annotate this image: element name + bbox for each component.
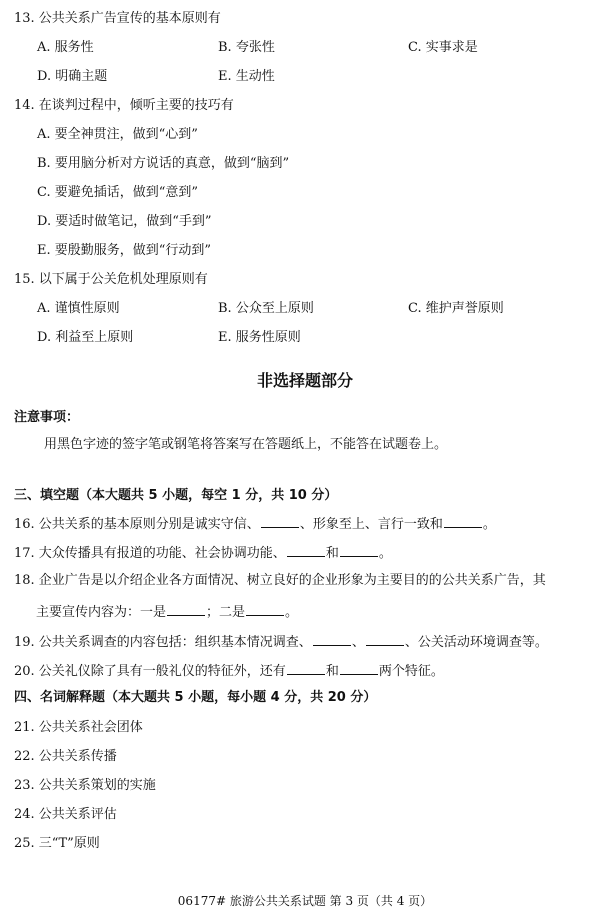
q16-blank-2 [444, 514, 482, 528]
q17-text-a: 17. 大众传播具有报道的功能、社会协调功能、 [14, 546, 286, 561]
q24-term: 24. 公共关系评估 [14, 807, 117, 822]
q15-option-d: D. 利益至上原则 [37, 330, 134, 345]
q16-text-b: 、形象至上、言行一致和 [299, 517, 443, 532]
q17-blank-1 [287, 543, 325, 557]
q18-text-c: 。 [285, 605, 299, 620]
section3-heading: 三、填空题（本大题共 5 小题，每空 1 分，共 10 分） [14, 488, 338, 503]
page-footer: 06177# 旅游公共关系试题 第 3 页（共 4 页） [177, 894, 433, 908]
q14-option-b: B. 要用脑分析对方说话的真意，做到“脑到” [37, 156, 290, 171]
q14-option-d: D. 要适时做笔记，做到“手到” [37, 214, 212, 229]
q19-text-b: 、 [351, 635, 365, 650]
q13-option-d: D. 明确主题 [37, 69, 108, 84]
q16-blank-1 [261, 514, 299, 528]
q16-text-a: 16. 公共关系的基本原则分别是诚实守信、 [14, 517, 260, 532]
q13-option-a: A. 服务性 [37, 40, 94, 55]
nonchoice-section-title: 非选择题部分 [256, 371, 353, 390]
q20-text-b: 和 [325, 664, 339, 679]
q13-stem: 13. 公共关系广告宣传的基本原则有 [14, 11, 221, 26]
section4-heading: 四、名词解释题（本大题共 5 小题，每小题 4 分，共 20 分） [14, 690, 377, 705]
q20-text-c: 两个特征。 [378, 664, 444, 679]
q14-option-c: C. 要避免插话，做到“意到” [37, 185, 199, 200]
q15-option-c: C. 维护声誉原则 [408, 301, 504, 316]
q14-option-e: E. 要殷勤服务，做到“行动到” [37, 243, 212, 258]
q20-text-a: 20. 公关礼仪除了具有一般礼仪的特征外，还有 [14, 664, 286, 679]
q17-text-b: 和 [325, 546, 339, 561]
q19-text-c: 、公关活动环境调查等。 [404, 635, 548, 650]
q14-option-a: A. 要全神贯注，做到“心到” [37, 127, 198, 142]
q16-line [14, 514, 496, 534]
q25-term: 25. 三“T”原则 [14, 836, 100, 851]
q17-blank-2 [340, 543, 378, 557]
q19-line [14, 632, 548, 652]
q13-option-c: C. 实事求是 [408, 40, 478, 55]
q18-line-2 [36, 602, 298, 622]
q17-text-c: 。 [378, 546, 392, 561]
q17-line [14, 543, 392, 563]
q19-blank-1 [313, 632, 351, 646]
q15-option-b: B. 公众至上原则 [218, 301, 314, 316]
q18-blank-2 [246, 602, 284, 616]
q15-option-a: A. 谨慎性原则 [37, 301, 120, 316]
q21-term: 21. 公共关系社会团体 [14, 720, 143, 735]
q15-stem: 15. 以下属于公关危机处理原则有 [14, 272, 208, 287]
q19-blank-2 [366, 632, 404, 646]
q13-option-b: B. 夸张性 [218, 40, 275, 55]
notice-label: 注意事项： [14, 410, 80, 425]
q15-option-e: E. 服务性原则 [218, 330, 301, 345]
q18-line-1: 18. 企业广告是以介绍企业各方面情况、树立良好的企业形象为主要目的的公共关系广告，其 [14, 573, 546, 588]
q18-text-a: 主要宣传内容为：一是 [36, 605, 167, 620]
q18-blank-1 [167, 602, 205, 616]
q20-blank-2 [340, 661, 378, 675]
q23-term: 23. 公共关系策划的实施 [14, 778, 156, 793]
q22-term: 22. 公共关系传播 [14, 749, 117, 764]
notice-text: 用黑色字迹的签字笔或钢笔将答案写在答题纸上，不能答在试题卷上。 [44, 437, 448, 452]
q20-line [14, 661, 444, 681]
q20-blank-1 [287, 661, 325, 675]
q14-stem: 14. 在谈判过程中，倾听主要的技巧有 [14, 98, 234, 113]
q13-option-e: E. 生动性 [218, 69, 275, 84]
q19-text-a: 19. 公共关系调查的内容包括：组织基本情况调查、 [14, 635, 312, 650]
q16-text-c: 。 [482, 517, 496, 532]
q18-text-b: ；二是 [206, 605, 246, 620]
